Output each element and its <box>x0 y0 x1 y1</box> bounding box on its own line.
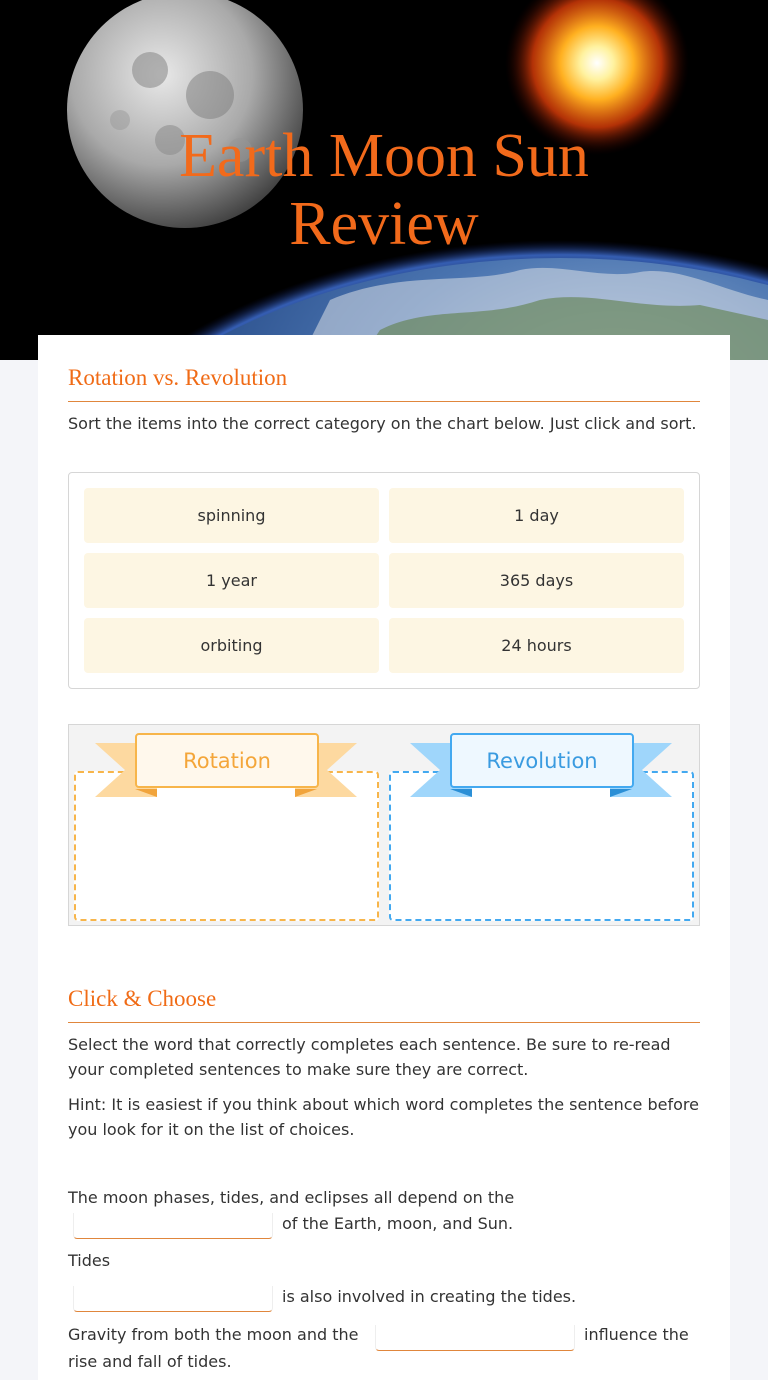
sort-item[interactable]: 365 days <box>389 553 684 608</box>
hero-banner <box>0 0 768 360</box>
question-1-text: The moon phases, tides, and eclipses all depend on the <box>68 1188 515 1207</box>
section-divider <box>68 401 700 402</box>
sort-items-bank <box>68 472 700 689</box>
rotation-category-label: Rotation <box>135 733 319 788</box>
revolution-category-label: Revolution <box>450 733 634 788</box>
choose-instructions: Select the word that correctly completes each sentence. Be sure to re-read your completed sentences to make sure they are correct. <box>68 1035 671 1079</box>
question-3-text: Gravity from both the moon and the <box>68 1325 359 1344</box>
sort-instructions: Sort the items into the correct category on the chart below. Just click and sort. <box>68 414 697 433</box>
section-title-click-choose: Click & Choose <box>68 986 217 1011</box>
question-3-text-mid: influence the <box>584 1325 689 1344</box>
section-divider <box>68 1022 700 1023</box>
sort-chart <box>68 724 700 926</box>
sort-item[interactable]: 1 year <box>84 553 379 608</box>
answer-dropdown-1[interactable] <box>73 1213 273 1239</box>
sort-item[interactable]: orbiting <box>84 618 379 673</box>
sort-item[interactable]: 24 hours <box>389 618 684 673</box>
choose-hint: Hint: It is easiest if you think about which word completes the sentence before you look for it on the list of choices. <box>68 1095 699 1139</box>
question-1-text-end: of the Earth, moon, and Sun. <box>282 1214 514 1233</box>
page-title <box>0 122 768 258</box>
question-2-text-end: is also involved in creating the tides. <box>282 1287 577 1306</box>
question-2-text: Tides <box>68 1251 111 1270</box>
sort-item[interactable]: spinning <box>84 488 379 543</box>
worksheet-card <box>38 335 730 1380</box>
question-3-text-end: rise and fall of tides. <box>68 1352 232 1371</box>
answer-dropdown-3[interactable] <box>375 1325 575 1351</box>
sort-item[interactable]: 1 day <box>389 488 684 543</box>
section-title-rotation-revolution: Rotation vs. Revolution <box>68 365 288 390</box>
page-title-line-1: Earth Moon Sun <box>179 122 589 190</box>
page-title-line-2: Review <box>289 190 479 258</box>
answer-dropdown-2[interactable] <box>73 1286 273 1312</box>
